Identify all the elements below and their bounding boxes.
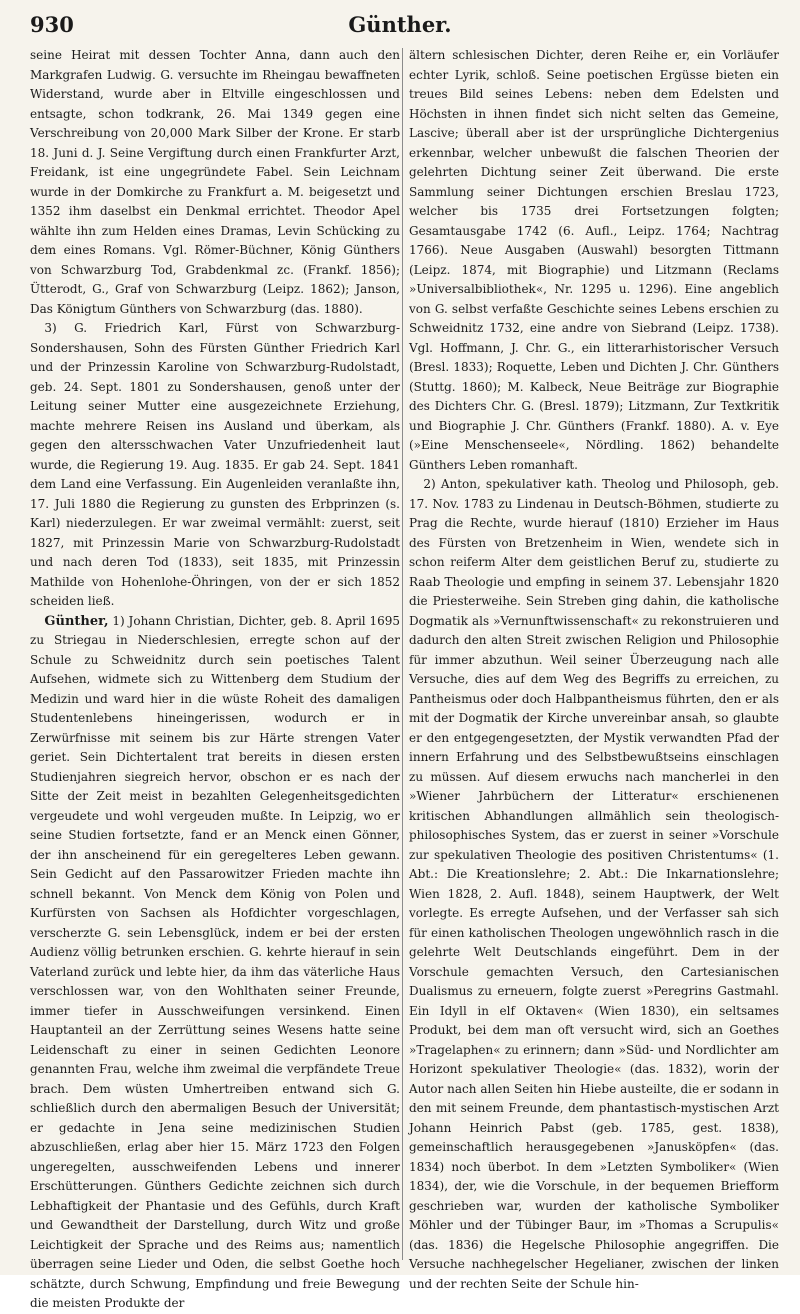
running-head: Günther.: [348, 12, 452, 37]
entry-guenther-friedrich-karl: 3) G. Friedrich Karl, Fürst von Schwarzburg-Sondershausen, Sohn des Fürsten Günther Friedrich Karl und der Prinzessin Karoline von Schwarzburg-Rudolstadt, geb. 24. Sept. 1801 zu Sondershausen, genoß unter der Leitung seiner Mutter eine ausgezeichnete Erziehung, machte mehrere Reisen ins Ausland und überkam, als gegen den altersschwachen Vater Unzufriedenheit laut wurde, die Regierung 19. Aug. 1835. Er gab 24. Sept. 1841 dem Land eine Verfassung. Ein Augenleiden veranlaßte ihn, 17. Juli 1880 die Regierung zu gunsten des Erbprinzen (s. Karl) niederzulegen. Er war zweimal vermählt: zuerst, seit 1827, mit Prinzessin Marie von Schwarzburg-Rudolstadt und nach deren Tod (1833), seit 1835, mit Prinzessin Mathilde von Hohenlohe-Öhringen, von der er sich 1852 scheiden ließ.: [30, 321, 400, 608]
entry-lemma: Günther,: [44, 613, 109, 629]
entry-guenther-johann-christian: [30, 612, 400, 1314]
entry-continuation-paragraph: seine Heirat mit dessen Tochter Anna, dann auch den Markgrafen Ludwig. G. versuchte im Rheingau bewaffneten Widerstand, wurde aber in Eltville eingeschlossen und entsagte, schon todkrank, 26. Mai 1349 gegen eine Verschreibung von 20,000 Mark Silber der Krone. Er starb 18. Juni d. J. Seine Vergiftung durch einen Frankfurter Arzt, Freidank, ist eine ungegründete Fabel. Sein Leichnam wurde in der Domkirche zu Frankfurt a. M. beigesetzt und 1352 ihm daselbst ein Denkmal errichtet. Theodor Apel wählte ihn zum Helden eines Dramas, Levin Schücking zu dem eines Romans. Vgl. Römer-Büchner, König Günthers von Schwarzburg Tod, Grabdenkmal zc. (Frankf. 1856); Ütterodt, G., Graf von Schwarzburg (Leipz. 1862); Janson, Das Königtum Günthers von Schwarzburg (das. 1880).: [30, 48, 400, 316]
page-header: [30, 12, 770, 46]
entry-text: 1) Johann Christian, Dichter, geb. 8. April 1695 zu Striegau in Niederschlesien, erregte schon auf der Schule zu Schweidnitz durch sein poetisches Talent Aufsehen, widmete sich zu Wittenberg dem Studium der Medizin und ward hier in die wüste Roheit des damaligen Studentenlebens hineingerissen, wodurch er in Zerwürfnisse mit seinem bis zur Härte strengen Vater geriet. Sein Dichtertalent trat bereits in diesen ersten Studienjahren siegreich hervor, obschon er es nach der Sitte der Zeit meist in bezahlten Gelegenheitsgedichten vergeudete und wohl vergeuden mußte. In Leipzig, wo er seine Studien fortsetzte, fand er an Menck einen Gönner, der ihn anscheinend für ein geregelteres Leben gewann. Sein Gedicht auf den Passarowitzer Frieden machte ihn schnell bekannt. Von Menck dem König von Polen und Kurfürsten von Sachsen als Hofdichter vorgeschlagen, verscherzte G. sein Lebensglück, indem er bei der ersten Audienz völlig betrunken erschien. G. kehrte hierauf in sein Vaterland zurück und lebte hier, da ihm das väterliche Haus verschlossen war, von den Wohlthaten seiner Freunde, immer tiefer in Ausschweifungen versinkend. Einen Hauptanteil an der Zerrüttung seines Wesens hatte seine Leidenschaft zu einer in seinen Gedichten Leonore genannten Frau, welche ihm zweimal die verpfändete Treue brach. Dem wüsten Umhertreiben entwand sich G. schließlich durch den abermaligen Besuch der Universität; er gedachte in Jena seine medizinischen Studien abzuschließen, erlag aber hier 15. März 1723 den Folgen ungeregelten, ausschweifenden Lebens und innerer Erschütterungen. Günthers Gedichte zeichnen sich durch Lebhaftigkeit der Phantasie und des Gefühls, durch Kraft und Gewandtheit der Darstellung, durch Witz und große Leichtigkeit der Sprache und des Reims aus; namentlich überragen seine Lieder und Oden, die selbst Goethe hoch schätzte, durch Schwung, Empfindung und freie Bewegung die meisten Produkte der: [30, 613, 400, 1310]
page-number: 930: [30, 12, 74, 37]
entry-guenther-anton: 2) Anton, spekulativer kath. Theolog und Philosoph, geb. 17. Nov. 1783 zu Lindenau in Deutsch-Böhmen, studierte zu Prag die Rechte, wurde hierauf (1810) Erzieher im Haus des Fürsten von Bretzenheim in Wien, wendete sich in schon reiferm Alter dem geistlichen Beruf zu, studierte zu Raab Theologie und empfing in seinem 37. Lebensjahr 1820 die Priesterweihe. Sein Streben ging dahin, die katholische Dogmatik als »Vernunftwissenschaft« zu rekonstruieren und dadurch den alten Streit zwischen Religion und Philosophie für immer abzuthun. Weil seiner Überzeugung nach alle Versuche, dies auf dem Weg des Begriffs zu erreichen, zu Pantheismus oder doch Halbpantheismus führten, den er als mit der Dogmatik der Kirche unvereinbar ansah, so glaubte er den entgegengesetzten, der Mystik verwandten Pfad der innern Erfahrung und des Selbstbewußtseins einschlagen zu müssen. Auf diesem erwuchs nach mancherlei in den »Wiener Jahrbüchern der Litteratur« erschienenen kritischen Abhandlungen allmählich sein theologisch-philosophisches System, das er zuerst in seiner »Vorschule zur spekulativen Theologie des positiven Christentums« (1. Abt.: Die Kreationslehre; 2. Abt.: Die Inkarnationslehre; Wien 1828, 2. Aufl. 1848), seinem Hauptwerk, der Welt vorlegte. Es erregte Aufsehen, und der Verfasser sah sich für einen katholischen Theologen ungewöhnlich rasch in die gelehrte Welt Deutschlands eingeführt. Dem in der Vorschule gemachten Versuch, den Cartesianischen Dualismus zu erneuern, folgte zuerst »Peregrins Gastmahl. Ein Idyll in elf Oktaven« (Wien 1830), ein seltsames Produkt, bei dem man oft versucht wird, sich an Goethes »Tragelaphen« zu erinnern; dann »Süd- und Nordlichter am Horizont spekulativer Theologie« (das. 1832), worin der Autor nach allen Seiten hin Hiebe austeilte, die er sodann in den mit seinem Freunde, dem phantastisch-mystischen Arzt Johann Heinrich Pabst (geb. 1785, gest. 1838), gemeinschaftlich herausgegebenen »Janusköpfen« (das. 1834) noch überbot. In dem »Letzten Symboliker« (Wien 1834), der, wie die Vorschule, in der bequemen Briefform geschrieben war, wurden der katholische Symboliker Möhler und der Tübinger Baur, im »Thomas a Scrupulis« (das. 1836) die Hegelsche Philosophie angegriffen. Die Versuche nachhegelscher Hegelianer, zwischen der linken und der rechten Seite der Schule hin-: [409, 477, 779, 1291]
entry-continuation-paragraph: ältern schlesischen Dichter, deren Reihe er, ein Vorläufer echter Lyrik, schloß. Seine poetischen Ergüsse bieten ein treues Bild seines Lebens: neben dem Edelsten und Höchsten in ihnen findet sich nicht selten das Gemeine, Lascive; überall aber ist der ursprüngliche Dichtergenius erkennbar, welcher unbewußt die falschen Theorien der gelehrten Dichtung seiner Zeit überwand. Die erste Sammlung seiner Dichtungen erschien Breslau 1723, welcher bis 1735 drei Fortsetzungen folgten; Gesamtausgabe 1742 (6. Aufl., Leipz. 1764; Nachtrag 1766). Neue Ausgaben (Auswahl) besorgten Tittmann (Leipz. 1874, mit Biographie) und Litzmann (Reclams »Universalbibliothek«, Nr. 1295 u. 1296). Eine angeblich von G. selbst verfaßte Geschichte seines Lebens erschien zu Schweidnitz 1732, eine andre von Siebrand (Leipz. 1738). Vgl. Hoffmann, J. Chr. G., ein litterarhistorischer Versuch (Bresl. 1833); Roquette, Leben und Dichten J. Chr. Günthers (Stuttg. 1860); M. Kalbeck, Neue Beiträge zur Biographie des Dichters Chr. G. (Bresl. 1879); Litzmann, Zur Textkritik und Biographie J. Chr. Günthers (Frankf. 1880). A. v. Eye (»Eine Menschenseele«, Nördling. 1862) behandelte Günthers Leben romanhaft.: [409, 48, 779, 472]
right-column: [409, 46, 779, 1291]
column-divider: [402, 48, 403, 1260]
left-column: [30, 46, 400, 1310]
